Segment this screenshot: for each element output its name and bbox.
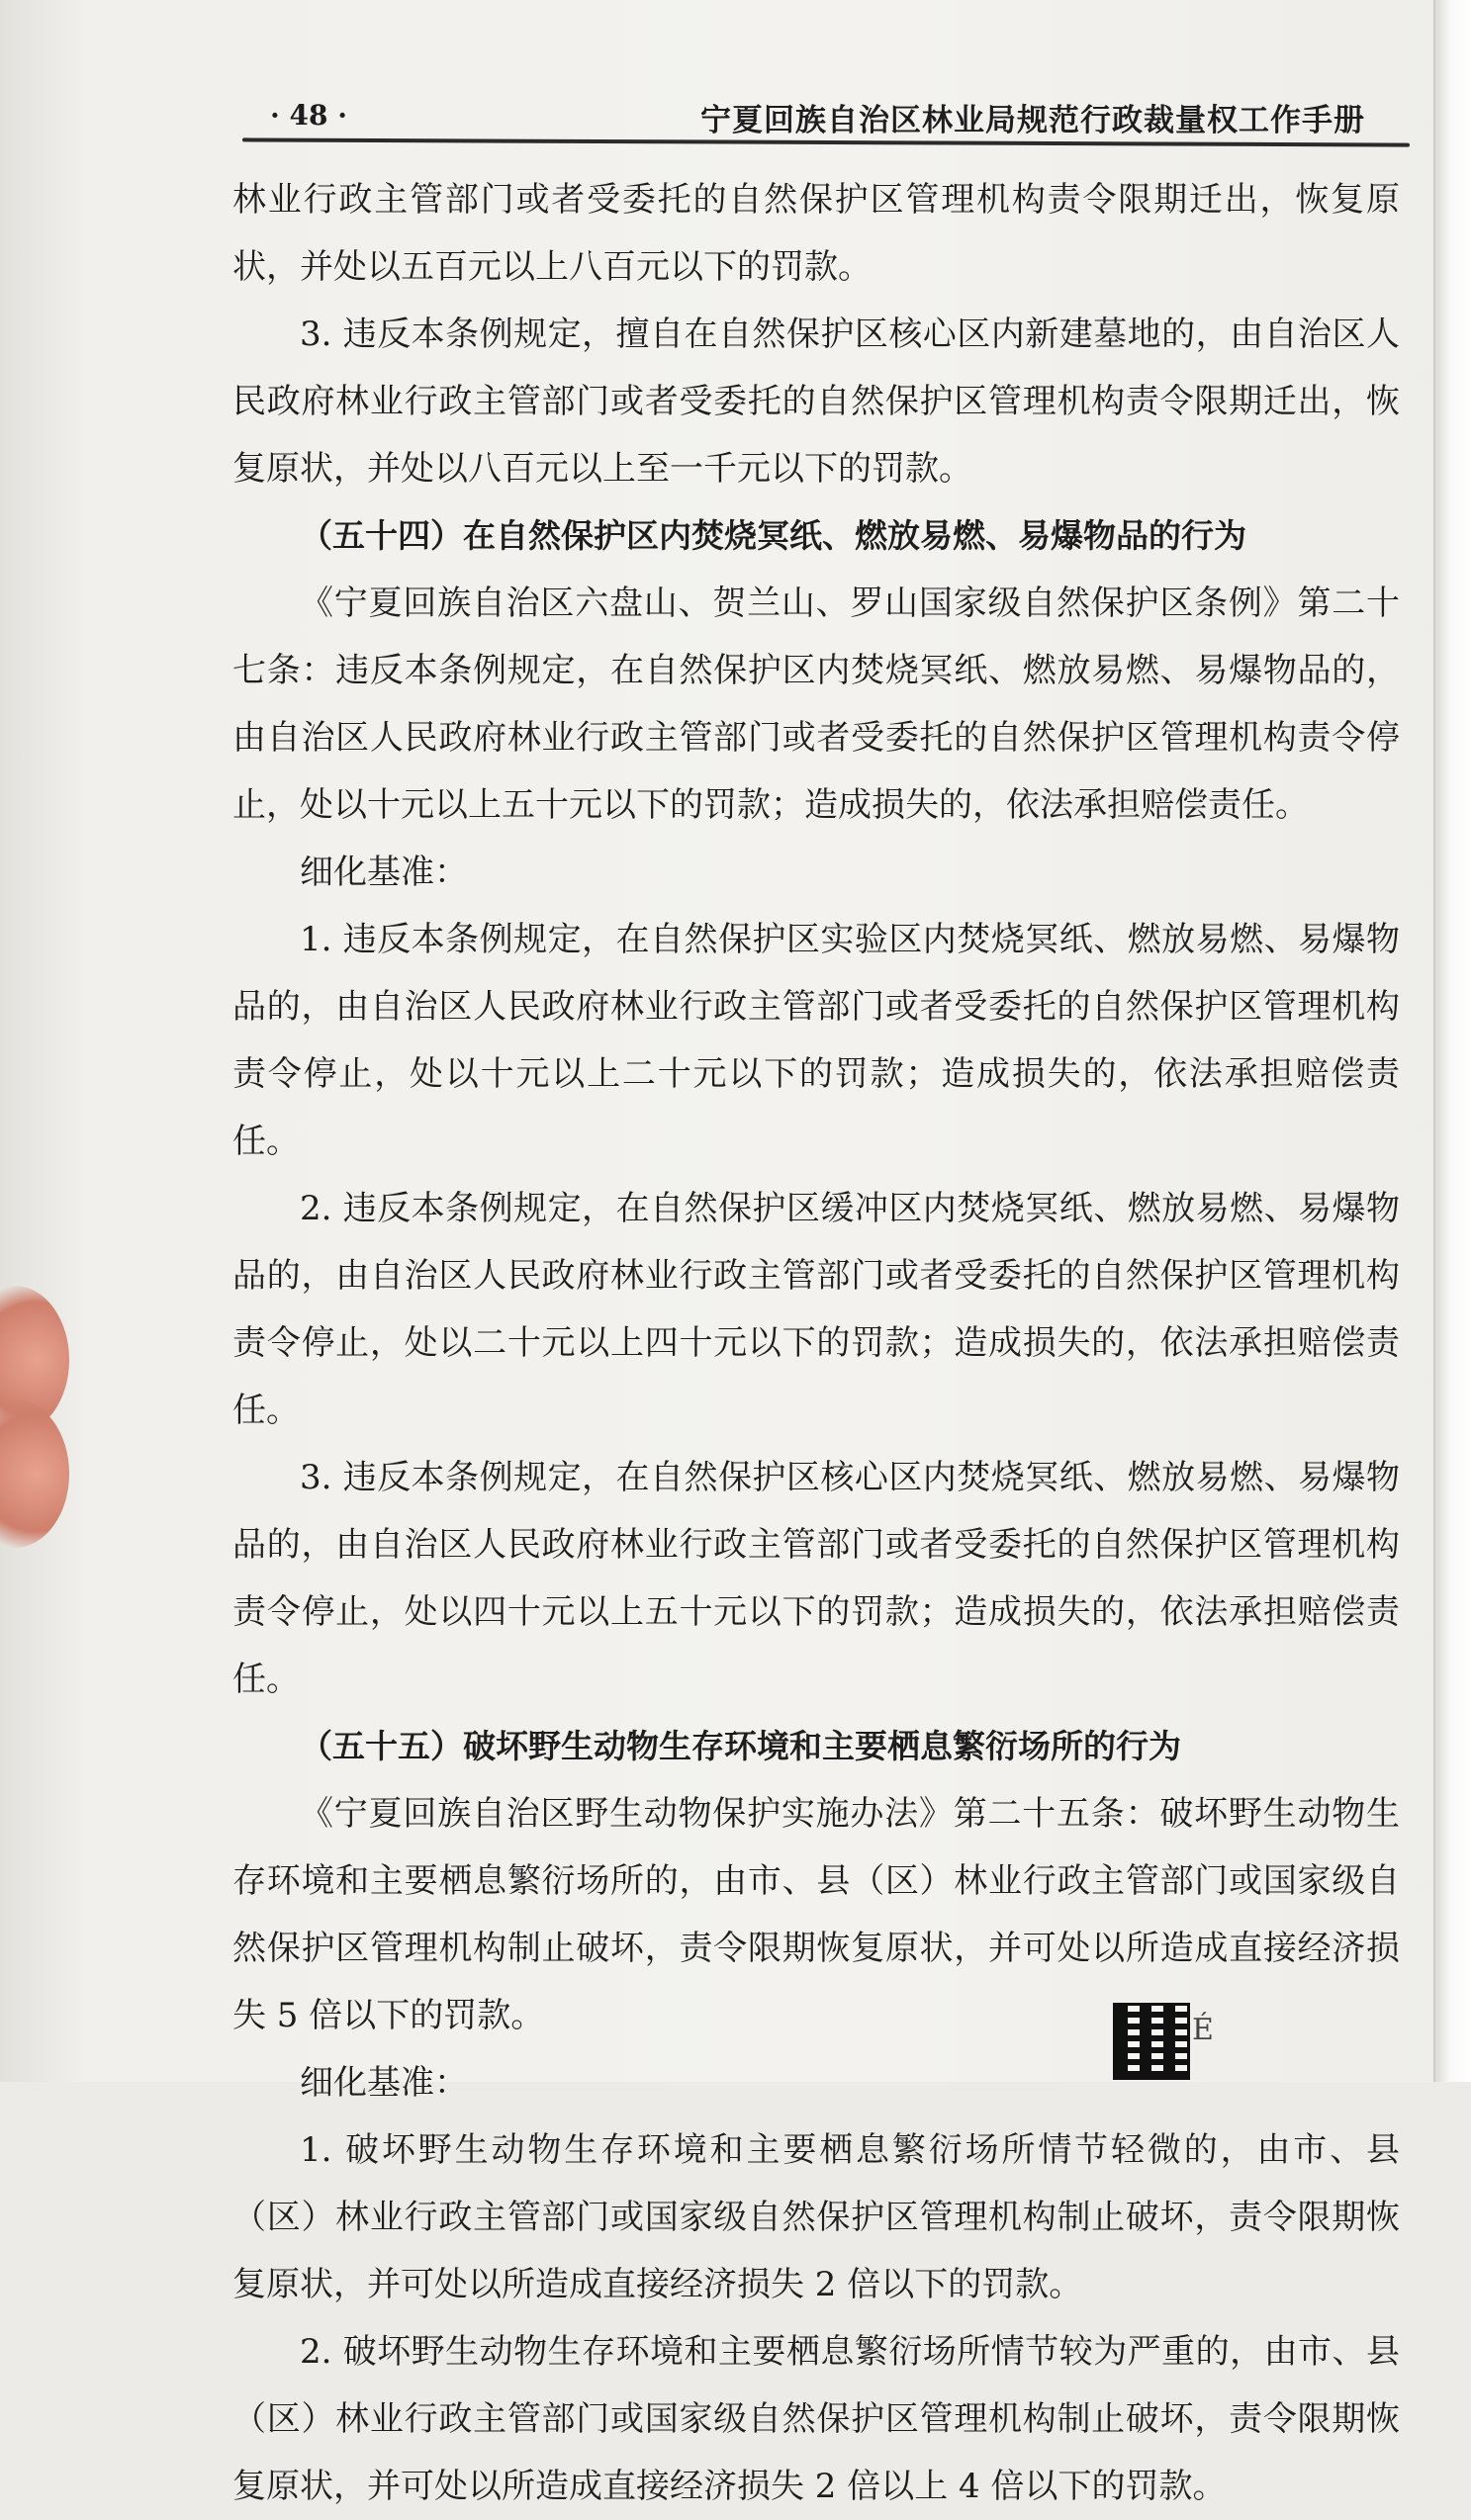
paragraph: 《宁夏回族自治区野生动物保护实施办法》第二十五条：破坏野生动物生存环境和主要栖息繁衍场所的，由市、县（区）林业行政主管部门或国家级自然保护区管理机构制止破坏，责令限期恢复原状，并可处以所造成直接经济损失 5 倍以下的罚款。 <box>232 1794 1400 2035</box>
paragraph: 3. 违反本条例规定，在自然保护区核心区内焚烧冥纸、燃放易燃、易爆物品的，由自治区人民政府林业行政主管部门或者受委托的自然保护区管理机构责令停止，处以四十元以上五十元以下的罚款；造成损失的，依法承担赔偿责任。 <box>232 1458 1400 1699</box>
paragraph: 3. 违反本条例规定，擅自在自然保护区核心区内新建墓地的，由自治区人民政府林业行政主管部门或者受委托的自然保护区管理机构责令限期迁出，恢复原状，并处以八百元以上至一千元以下的罚款。 <box>232 315 1400 489</box>
paragraph: 1. 违反本条例规定，在自然保护区实验区内焚烧冥纸、燃放易燃、易爆物品的，由自治区人民政府林业行政主管部门或者受委托的自然保护区管理机构责令停止，处以十元以上二十元以下的罚款；造成损失的，依法承担赔偿责任。 <box>232 920 1400 1161</box>
paragraph: 细化基准： <box>300 853 468 892</box>
body-text <box>232 166 1400 2520</box>
running-title: 宁夏回族自治区林业局规范行政裁量权工作手册 <box>700 103 1365 138</box>
qr-code-icon <box>1113 2003 1190 2080</box>
paragraph: 2. 违反本条例规定，在自然保护区缓冲区内焚烧冥纸、燃放易燃、易爆物品的，由自治区人民政府林业行政主管部门或者受委托的自然保护区管理机构责令停止，处以二十元以上四十元以下的罚款；造成损失的，依法承担赔偿责任。 <box>232 1189 1400 1430</box>
paragraph: 林业行政主管部门或者受委托的自然保护区管理机构责令限期迁出，恢复原状，并处以五百元以上八百元以下的罚款。 <box>232 180 1400 287</box>
finger-shadow <box>0 1399 69 1548</box>
section-heading: （五十四）在自然保护区内焚烧冥纸、燃放易燃、易爆物品的行为 <box>300 516 1246 555</box>
paragraph: 2. 破坏野生动物生存环境和主要栖息繁衍场所情节较为严重的，由市、县（区）林业行政主管部门或国家级自然保护区管理机构制止破坏，责令限期恢复原状，并可处以所造成直接经济损失 2 倍以上 4 倍以下的罚款。 <box>232 2332 1400 2506</box>
page-header <box>242 89 1410 146</box>
page-number: · 48 · <box>270 99 347 132</box>
paragraph: 《宁夏回族自治区六盘山、贺兰山、罗山国家级自然保护区条例》第二十七条：违反本条例规定，在自然保护区内焚烧冥纸、燃放易燃、易爆物品的，由自治区人民政府林业行政主管部门或者受委托的自然保护区管理机构责令停止，处以十元以上五十元以下的罚款；造成损失的，依法承担赔偿责任。 <box>232 584 1400 825</box>
footer-mark: É <box>1192 2013 1214 2047</box>
section-heading: （五十五）破坏野生动物生存环境和主要栖息繁衍场所的行为 <box>300 1727 1181 1765</box>
book-spine <box>1433 0 1471 2082</box>
paragraph: 细化基准： <box>300 2063 468 2103</box>
paragraph: 1. 破坏野生动物生存环境和主要栖息繁衍场所情节轻微的，由市、县（区）林业行政主管部门或国家级自然保护区管理机构制止破坏，责令限期恢复原状，并可处以所造成直接经济损失 2 倍以下的罚款。 <box>232 2130 1400 2304</box>
